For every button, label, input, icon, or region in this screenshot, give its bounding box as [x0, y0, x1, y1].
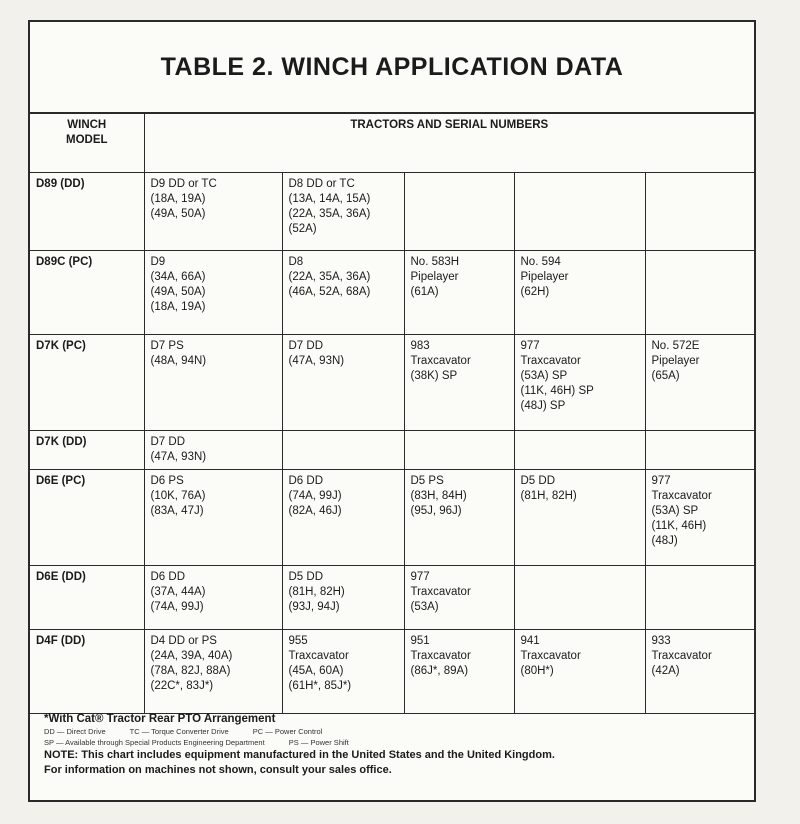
cell-line: (80H*) — [520, 664, 554, 677]
tractor-serial-cell — [514, 565, 645, 629]
tractor-serial-cell — [404, 172, 514, 250]
table-row — [30, 469, 754, 565]
cell-line: (82A, 46J) — [288, 504, 342, 517]
abbr-tc: TC — Torque Converter Drive — [129, 727, 229, 736]
winch-model-cell: D89C (PC) — [30, 250, 144, 334]
cell-line: Traxcavator — [410, 585, 471, 598]
tractor-serial-cell — [514, 172, 645, 250]
cell-line: D6 DD — [288, 474, 324, 487]
cell-line: (22C*, 83J*) — [150, 679, 214, 692]
cell-line: (10K, 76A) — [150, 489, 206, 502]
cell-line: (74A, 99J) — [288, 489, 342, 502]
abbreviations-line-1 — [44, 726, 744, 737]
cell-line: (49A, 50A) — [150, 285, 206, 298]
cell-line: (47A, 93N) — [288, 354, 345, 367]
tractor-serial-cell — [144, 565, 282, 629]
tractor-serial-cell — [404, 565, 514, 629]
table-row — [30, 172, 754, 250]
winch-model-cell: D4F (DD) — [30, 629, 144, 713]
cell-line: (53A) SP — [651, 504, 699, 517]
tractor-serial-cell — [514, 430, 645, 469]
cell-line: D9 DD or TC — [150, 177, 217, 190]
cell-line: Pipelayer — [410, 270, 459, 283]
cell-line: Traxcavator — [651, 649, 712, 662]
cell-line: (65A) — [651, 369, 680, 382]
table-row — [30, 629, 754, 713]
cell-line: (18A, 19A) — [150, 192, 206, 205]
cell-line: 977 — [651, 474, 671, 487]
tractor-serial-cell — [514, 334, 645, 430]
cell-line: Traxcavator — [410, 649, 471, 662]
winch-model-cell: D89 (DD) — [30, 172, 144, 250]
table-row — [30, 430, 754, 469]
cell-line: Traxcavator — [288, 649, 349, 662]
cell-line: Pipelayer — [520, 270, 569, 283]
cell-line: (62H) — [520, 285, 550, 298]
cell-line: (42A) — [651, 664, 680, 677]
winch-model-cell: D7K (PC) — [30, 334, 144, 430]
cell-line: D7 DD — [288, 339, 324, 352]
tractor-serial-cell — [144, 430, 282, 469]
tractor-serial-cell — [282, 250, 404, 334]
tractor-serial-cell — [645, 565, 754, 629]
cell-line: (95J, 96J) — [410, 504, 462, 517]
cell-line: (78A, 82J, 88A) — [150, 664, 231, 677]
tractor-serial-cell — [282, 469, 404, 565]
cell-line: (53A) SP — [520, 369, 568, 382]
cell-line: 977 — [520, 339, 540, 352]
cell-line: No. 583H — [410, 255, 460, 268]
tractor-serial-cell — [144, 334, 282, 430]
abbr-pc: PC — Power Control — [252, 727, 323, 736]
cell-line: D7 DD — [150, 435, 186, 448]
cell-line: D7 PS — [150, 339, 184, 352]
tractor-serial-cell — [404, 430, 514, 469]
cell-line: (74A, 99J) — [150, 600, 204, 613]
tractor-serial-cell — [645, 469, 754, 565]
cell-line: D9 — [150, 255, 166, 268]
cell-line: (24A, 39A, 40A) — [150, 649, 233, 662]
tractor-serial-cell — [282, 172, 404, 250]
header-winch-model — [30, 114, 144, 172]
tractor-serial-cell — [404, 629, 514, 713]
cell-line: (48A, 94N) — [150, 354, 207, 367]
tractor-serial-cell — [282, 430, 404, 469]
cell-line: (11K, 46H) SP — [520, 384, 594, 397]
cell-line: (52A) — [288, 222, 317, 235]
cell-line: 941 — [520, 634, 540, 647]
cell-line: (37A, 44A) — [150, 585, 206, 598]
tractor-serial-cell — [514, 469, 645, 565]
tractor-serial-cell — [645, 172, 754, 250]
cell-line: (46A, 52A, 68A) — [288, 285, 371, 298]
cell-line: (83H, 84H) — [410, 489, 467, 502]
cell-line: Traxcavator — [520, 354, 581, 367]
cell-line: Traxcavator — [651, 489, 712, 502]
cell-line: D8 DD or TC — [288, 177, 355, 190]
cell-line: 977 — [410, 570, 430, 583]
tractor-serial-cell — [514, 250, 645, 334]
cell-line: (86J*, 89A) — [410, 664, 469, 677]
cell-line: 983 — [410, 339, 430, 352]
cell-line: (93J, 94J) — [288, 600, 340, 613]
abbr-ps: PS — Power Shift — [288, 738, 349, 747]
tractor-serial-cell — [282, 334, 404, 430]
note-sales-office: For information on machines not shown, consult your sales office. — [44, 764, 392, 776]
cell-line: (53A) — [410, 600, 439, 613]
cell-line: 955 — [288, 634, 308, 647]
pto-footnote: *With Cat® Tractor Rear PTO Arrangement — [44, 713, 276, 725]
cell-line: (81H, 82H) — [288, 585, 345, 598]
cell-line: (61A) — [410, 285, 439, 298]
cell-line: (11K, 46H) — [651, 519, 707, 532]
table-row — [30, 565, 754, 629]
cell-line: (34A, 66A) — [150, 270, 206, 283]
cell-line: (22A, 35A, 36A) — [288, 270, 371, 283]
abbreviations-line-2 — [44, 737, 744, 748]
cell-line: (13A, 14A, 15A) — [288, 192, 371, 205]
cell-line: (49A, 50A) — [150, 207, 206, 220]
abbr-sp: SP — Available through Special Products Engineering Department — [44, 738, 265, 747]
cell-line: D6 PS — [150, 474, 184, 487]
table-row — [30, 334, 754, 430]
cell-line: (47A, 93N) — [150, 450, 207, 463]
cell-line: D4 DD or PS — [150, 634, 217, 647]
winch-model-cell: D7K (DD) — [30, 430, 144, 469]
abbr-dd: DD — Direct Drive — [44, 727, 106, 736]
cell-line: (83A, 47J) — [150, 504, 204, 517]
cell-line: (61H*, 85J*) — [288, 679, 352, 692]
cell-line: 933 — [651, 634, 671, 647]
cell-line: (18A, 19A) — [150, 300, 206, 313]
tractor-serial-cell — [144, 172, 282, 250]
cell-line: (48J) — [651, 534, 678, 547]
cell-line: Pipelayer — [651, 354, 700, 367]
tractor-serial-cell — [404, 250, 514, 334]
tractor-serial-cell — [144, 469, 282, 565]
header-winch-model-text: WINCH MODEL — [65, 119, 108, 146]
cell-line: Traxcavator — [410, 354, 471, 367]
winch-model-cell: D6E (DD) — [30, 565, 144, 629]
winch-model-cell: D6E (PC) — [30, 469, 144, 565]
cell-line: D5 PS — [410, 474, 444, 487]
tractor-serial-cell — [645, 629, 754, 713]
winch-application-table — [30, 114, 754, 714]
table-row — [30, 250, 754, 334]
cell-line: D5 DD — [288, 570, 324, 583]
cell-line: (81H, 82H) — [520, 489, 577, 502]
table-footer — [44, 712, 744, 778]
cell-line: Traxcavator — [520, 649, 581, 662]
header-tractors-serial-numbers: TRACTORS AND SERIAL NUMBERS — [144, 114, 754, 172]
cell-line: D6 DD — [150, 570, 186, 583]
tractor-serial-cell — [404, 469, 514, 565]
tractor-serial-cell — [144, 250, 282, 334]
cell-line: D5 DD — [520, 474, 556, 487]
tractor-serial-cell — [645, 250, 754, 334]
cell-line: No. 572E — [651, 339, 700, 352]
tractor-serial-cell — [144, 629, 282, 713]
note-manufacture: NOTE: This chart includes equipment manufactured in the United States and the United Kingdom. — [44, 749, 555, 761]
cell-line: (38K) SP — [410, 369, 458, 382]
cell-line: No. 594 — [520, 255, 561, 268]
tractor-serial-cell — [282, 629, 404, 713]
table-title: TABLE 2. WINCH APPLICATION DATA — [30, 22, 754, 114]
cell-line: 951 — [410, 634, 430, 647]
tractor-serial-cell — [404, 334, 514, 430]
tractor-serial-cell — [645, 430, 754, 469]
cell-line: (22A, 35A, 36A) — [288, 207, 371, 220]
cell-line: (45A, 60A) — [288, 664, 344, 677]
tractor-serial-cell — [514, 629, 645, 713]
tractor-serial-cell — [282, 565, 404, 629]
tractor-serial-cell — [645, 334, 754, 430]
cell-line: (48J) SP — [520, 399, 566, 412]
document-sheet — [28, 20, 756, 802]
cell-line: D8 — [288, 255, 304, 268]
